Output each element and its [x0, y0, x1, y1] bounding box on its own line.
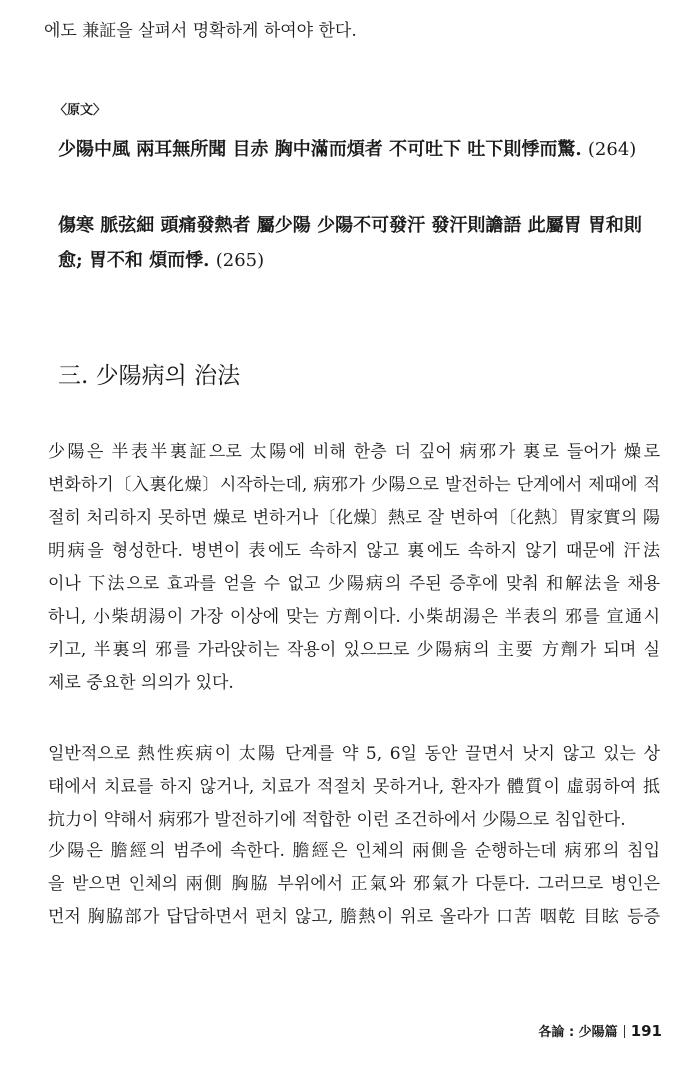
- paragraph-line: 이나 下法으로 효과를 얻을 수 없고 少陽病의 주된 증후에 맞춰 和解法을 채용: [48, 574, 660, 594]
- paragraph-gallbladder-meridian: [48, 835, 660, 934]
- footer-divider: [624, 1025, 625, 1038]
- classical-quote-265-line2: [58, 248, 264, 274]
- page-footer: [538, 1021, 662, 1040]
- paragraph-line: 태에서 치료를 하지 않거나, 치료가 적절치 못하거나, 환자가 體質이 虛弱하여 抵: [48, 777, 660, 797]
- paragraph-line: 일반적으로 熱性疾病이 太陽 단계를 약 5, 6일 동안 끌면서 낫지 않고 있는 상: [48, 744, 660, 764]
- paragraph-line: 少陽은 半表半裏証으로 太陽에 비해 한층 더 깊어 病邪가 裏로 들어가 燥로: [48, 442, 660, 462]
- paragraph-line: 明病을 형성한다. 병변이 表에도 속하지 않고 裏에도 속하지 않기 때문에 汗法: [48, 541, 660, 561]
- quote-reference: (265): [215, 250, 265, 271]
- quote-text: 愈; 胃不和 煩而悸.: [58, 250, 210, 271]
- page-number: 191: [630, 1022, 662, 1040]
- quote-text: 少陽中風 兩耳無所聞 目赤 胸中滿而煩者 不可吐下 吐下則悸而驚.: [58, 139, 582, 160]
- paragraph-line: 키고, 半裏의 邪를 가라앉히는 작용이 있으므로 少陽病의 主要 方劑가 되며 실: [48, 640, 660, 660]
- paragraph-line: 하니, 小柴胡湯이 가장 이상에 맞는 方劑이다. 小柴胡湯은 半表의 邪를 宣通시: [48, 607, 660, 627]
- paragraph-line: 먼저 胸脇部가 답답하면서 편치 않고, 膽熱이 위로 올라가 口苦 咽乾 目眩 등증: [48, 907, 660, 927]
- classical-quote-265-line1: 傷寒 脈弦細 頭痛發熱者 屬少陽 少陽不可發汗 發汗則譫語 此屬胃 胃和則: [58, 215, 642, 236]
- paragraph-onset: [48, 738, 660, 837]
- quote-reference: (264): [587, 139, 637, 160]
- paragraph-treatment-overview: [48, 436, 660, 700]
- paragraph-line: 제로 중요한 의의가 있다.: [48, 673, 234, 693]
- classical-quote-264: [58, 137, 636, 163]
- continued-text-line: 에도 兼証을 살펴서 명확하게 하여야 한다.: [44, 21, 357, 41]
- original-text-label: 〈原文〉: [54, 103, 107, 118]
- paragraph-line: 을 받으면 인체의 兩側 胸脇 부위에서 正氣와 邪氣가 다툰다. 그러므로 병인은: [48, 874, 660, 894]
- paragraph-line: 변화하기〔入裏化燥〕시작하는데, 病邪가 少陽으로 발전하는 단계에서 제때에 적: [48, 475, 660, 495]
- section-heading: 三. 少陽病의 治法: [58, 363, 241, 389]
- paragraph-line: 少陽은 膽經의 범주에 속한다. 膽經은 인체의 兩側을 순행하는데 病邪의 침입: [48, 841, 660, 861]
- paragraph-line: 抗力이 약해서 病邪가 발전하기에 적합한 이런 조건하에서 少陽으로 침입한다.: [48, 810, 626, 830]
- running-footer-section: 各論 : 少陽篇: [538, 1025, 618, 1040]
- paragraph-line: 절히 처리하지 못하면 燥로 변하거나〔化燥〕熱로 잘 변하여〔化熱〕胃家實의 陽: [48, 508, 660, 528]
